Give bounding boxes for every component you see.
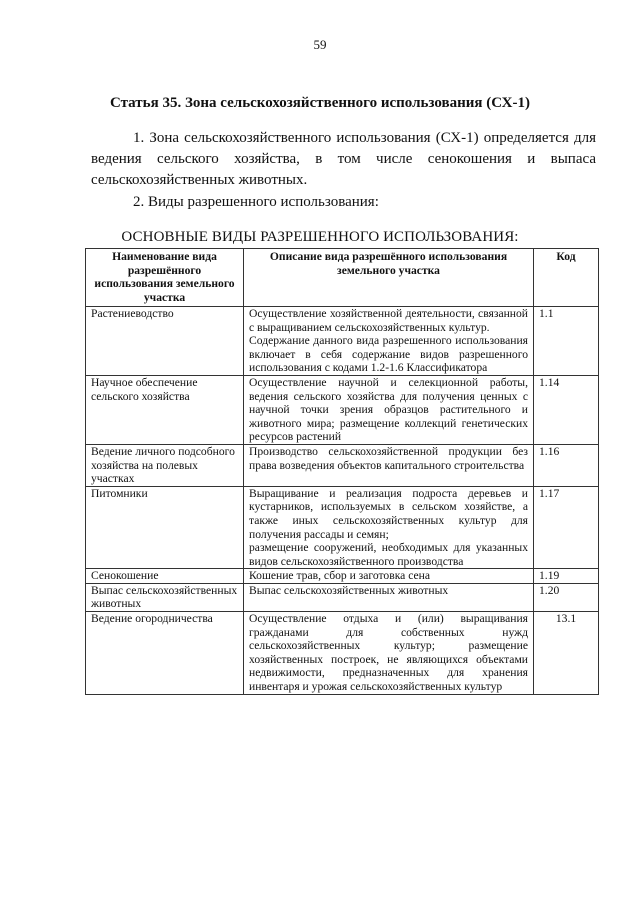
description-text: Осуществление отдыха и (или) выращивания гражданами для собственных нужд сельскохозяйственных культур; размещение хозяйственных построек, не являющихся объектами недвижимости, предназначенных для хранения инвентаря и урожая сельскохозяйственных культур — [249, 612, 528, 694]
use-code: 1.19 — [534, 569, 599, 584]
use-description — [244, 307, 534, 376]
use-name: Ведение личного подсобного хозяйства на полевых участках — [86, 444, 244, 486]
use-description — [244, 569, 534, 584]
use-description — [244, 375, 534, 444]
header-code: Код — [534, 249, 599, 307]
description-text: Содержание данного вида разрешенного использования включает в себя содержание видов разрешенного использования с кодами 1.2-1.6 Классификатора — [249, 334, 528, 375]
paragraph-zone-definition: 1. Зона сельскохозяйственного использования (СХ-1) определяется для ведения сельского хозяйства, в том числе сенокошения и выпаса сельскохозяйственных животных. — [91, 130, 596, 188]
use-code: 13.1 — [534, 612, 599, 695]
use-name: Выпас сельскохозяйственных животных — [86, 583, 244, 611]
use-name: Питомники — [86, 486, 244, 569]
use-code: 1.20 — [534, 583, 599, 611]
use-description — [244, 583, 534, 611]
table-header-row — [86, 249, 599, 307]
table-row — [86, 375, 599, 444]
description-text: Производство сельскохозяйственной продукции без права возведения объектов капитального строительства — [249, 444, 528, 472]
use-name: Растениеводство — [86, 307, 244, 376]
use-name: Ведение огородничества — [86, 612, 244, 695]
use-description — [244, 444, 534, 486]
table-row — [86, 612, 599, 695]
use-name: Сенокошение — [86, 569, 244, 584]
table-row — [86, 444, 599, 486]
description-text: Осуществление научной и селекционной работы, ведения сельского хозяйства для получения ценных с научной точки зрения образцов растительного и животного мира; размещение коллекций генетических ресурсов растений — [249, 375, 528, 444]
use-description — [244, 612, 534, 695]
description-text: размещение сооружений, необходимых для указанных видов сельскохозяйственного производства — [249, 541, 528, 568]
paragraph-use-types: 2. Виды разрешенного использования: — [133, 194, 379, 210]
use-code: 1.14 — [534, 375, 599, 444]
page-number: 59 — [313, 37, 327, 52]
header-description: Описание вида разрешённого использования земельного участка — [244, 249, 534, 307]
table-row — [86, 569, 599, 584]
table-row — [86, 486, 599, 569]
use-description — [244, 486, 534, 569]
use-code: 1.16 — [534, 444, 599, 486]
use-code: 1.1 — [534, 307, 599, 376]
description-text: Осуществление хозяйственной деятельности, связанной с выращиванием сельскохозяйственных культур. — [249, 307, 528, 334]
use-code: 1.17 — [534, 486, 599, 569]
table-row — [86, 307, 599, 376]
section-title: ОСНОВНЫЕ ВИДЫ РАЗРЕШЕННОГО ИСПОЛЬЗОВАНИЯ: — [121, 229, 519, 245]
table-row — [86, 583, 599, 611]
description-text: Кошение трав, сбор и заготовка сена — [249, 569, 430, 583]
description-text: Выпас сельскохозяйственных животных — [249, 583, 449, 597]
permitted-uses-table — [85, 248, 599, 695]
description-text: Выращивание и реализация подроста деревьев и кустарников, используемых в сельском хозяйстве, а также иных сельскохозяйственных культур для получения рассады и семян; — [249, 486, 528, 541]
use-name: Научное обеспечение сельского хозяйства — [86, 375, 244, 444]
article-title: Статья 35. Зона сельскохозяйственного использования (СХ-1) — [110, 95, 530, 111]
header-name: Наименование вида разрешённого использования земельного участка — [86, 249, 244, 307]
